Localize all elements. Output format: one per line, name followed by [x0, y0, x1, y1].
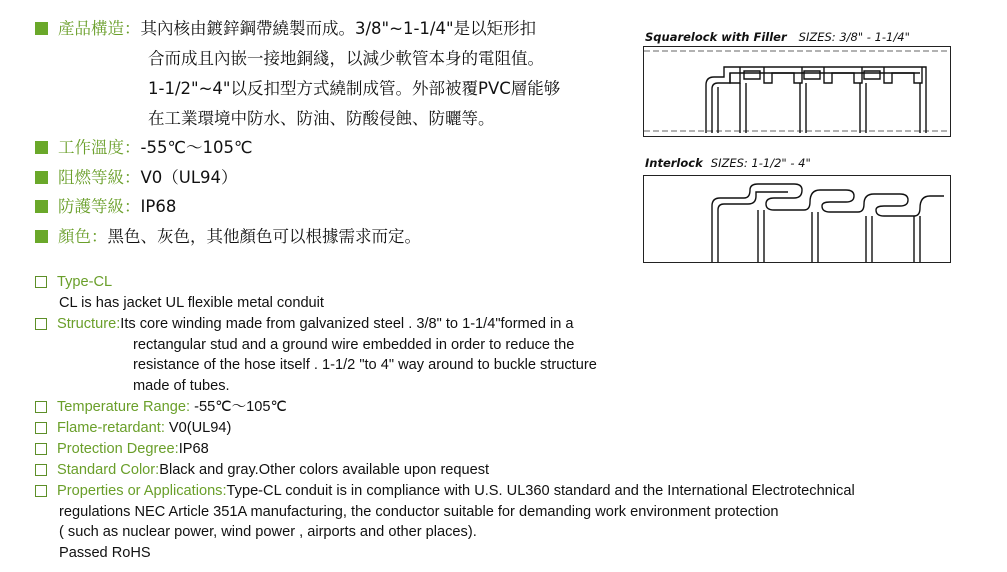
cn-structure-line-2: 合而成且內嵌一接地銅綫，以減少軟管本身的電阻值。	[148, 49, 544, 68]
squarelock-figure	[643, 46, 951, 137]
en-temp-row	[35, 397, 287, 417]
en-props-label: Properties or Applications:	[57, 483, 227, 499]
cn-protect-label: 防護等級：	[58, 197, 141, 216]
cn-temp-value: -55℃～105℃	[140, 138, 253, 157]
cn-color-label: 顏色：	[58, 227, 108, 246]
en-structure-line-4: made of tubes.	[133, 378, 230, 394]
interlock-drawing	[644, 176, 950, 262]
cn-structure-line-4: 在工業環境中防水、防油、防酸侵蝕、防曬等。	[148, 109, 495, 128]
checkbox-icon	[35, 276, 47, 288]
en-props-line-2: regulations NEC Article 351A manufacturing, the conductor suitable for demanding work environment protection	[59, 504, 779, 520]
en-temp-label: Temperature Range:	[57, 399, 191, 415]
green-square-bullet	[35, 230, 48, 243]
cn-flame-value: V0（UL94）	[140, 168, 238, 187]
green-square-bullet	[35, 141, 48, 154]
checkbox-icon	[35, 422, 47, 434]
en-color-value: Black and gray.Other colors available upon request	[159, 462, 490, 478]
cn-temp-row	[35, 136, 253, 160]
cn-protect-value: IP68	[140, 197, 177, 216]
squarelock-drawing	[644, 47, 950, 136]
en-structure-line-3: resistance of the hose itself . 1-1/2 "to 4" way around to buckle structure	[133, 357, 597, 373]
squarelock-title: Squarelock with Filler	[645, 30, 787, 44]
cn-structure-line-3: 1-1/2"~4"以反扣型方式繞制成管。外部被覆PVC層能够	[148, 79, 561, 98]
interlock-figure	[643, 175, 951, 263]
en-protect-value: IP68	[178, 441, 209, 457]
en-protect-row	[35, 439, 209, 459]
cn-temp-label: 工作溫度：	[58, 138, 141, 157]
interlock-title: Interlock	[645, 156, 703, 170]
cn-protect-row	[35, 195, 176, 219]
en-flame-label: Flame-retardant:	[57, 420, 165, 436]
en-structure-line-1: Its core winding made from galvanized steel . 3/8" to 1-1/4"formed in a	[120, 316, 574, 332]
en-protect-label: Protection Degree:	[57, 441, 179, 457]
en-type-label: Type-CL	[57, 274, 113, 290]
en-flame-value: V0(UL94)	[164, 420, 232, 436]
en-props-first: Type-CL conduit is in compliance with U.S. UL360 standard and the International Electrotechnical	[226, 483, 855, 499]
en-color-row	[35, 460, 489, 480]
cn-color-row	[35, 225, 421, 249]
cn-flame-label: 阻燃等級：	[58, 168, 141, 187]
checkbox-icon	[35, 443, 47, 455]
checkbox-icon	[35, 464, 47, 476]
en-type-row	[35, 272, 112, 292]
green-square-bullet	[35, 171, 48, 184]
en-props-line-3: ( such as nuclear power, wind power , airports and other places).	[59, 524, 477, 540]
en-props-row	[35, 481, 855, 501]
green-square-bullet	[35, 200, 48, 213]
en-color-label: Standard Color:	[57, 462, 160, 478]
en-flame-row	[35, 418, 231, 438]
checkbox-icon	[35, 485, 47, 497]
en-structure-label: Structure:	[57, 316, 121, 332]
cn-structure-label: 產品構造：	[58, 19, 141, 38]
checkbox-icon	[35, 318, 47, 330]
interlock-caption	[645, 156, 811, 170]
en-structure-row	[35, 314, 574, 334]
squarelock-sizes: SIZES: 3/8" - 1-1/4"	[798, 30, 910, 44]
en-props-line-4: Passed RoHS	[59, 545, 151, 561]
cn-flame-row	[35, 166, 238, 190]
cn-color-value: 黑色、灰色，其他顏色可以根據需求而定。	[107, 227, 421, 246]
cn-structure-row	[35, 17, 536, 41]
en-type-desc: CL is has jacket UL flexible metal conduit	[59, 295, 324, 311]
green-square-bullet	[35, 22, 48, 35]
en-temp-value: -55℃～105℃	[190, 399, 287, 415]
en-structure-line-2: rectangular stud and a ground wire embedded in order to reduce the	[133, 337, 575, 353]
cn-structure-line-1: 其內核由鍍鋅鋼帶繞製而成。3/8"~1-1/4"是以矩形扣	[140, 19, 537, 38]
checkbox-icon	[35, 401, 47, 413]
squarelock-caption	[645, 30, 910, 44]
interlock-sizes: SIZES: 1-1/2" - 4"	[710, 156, 811, 170]
